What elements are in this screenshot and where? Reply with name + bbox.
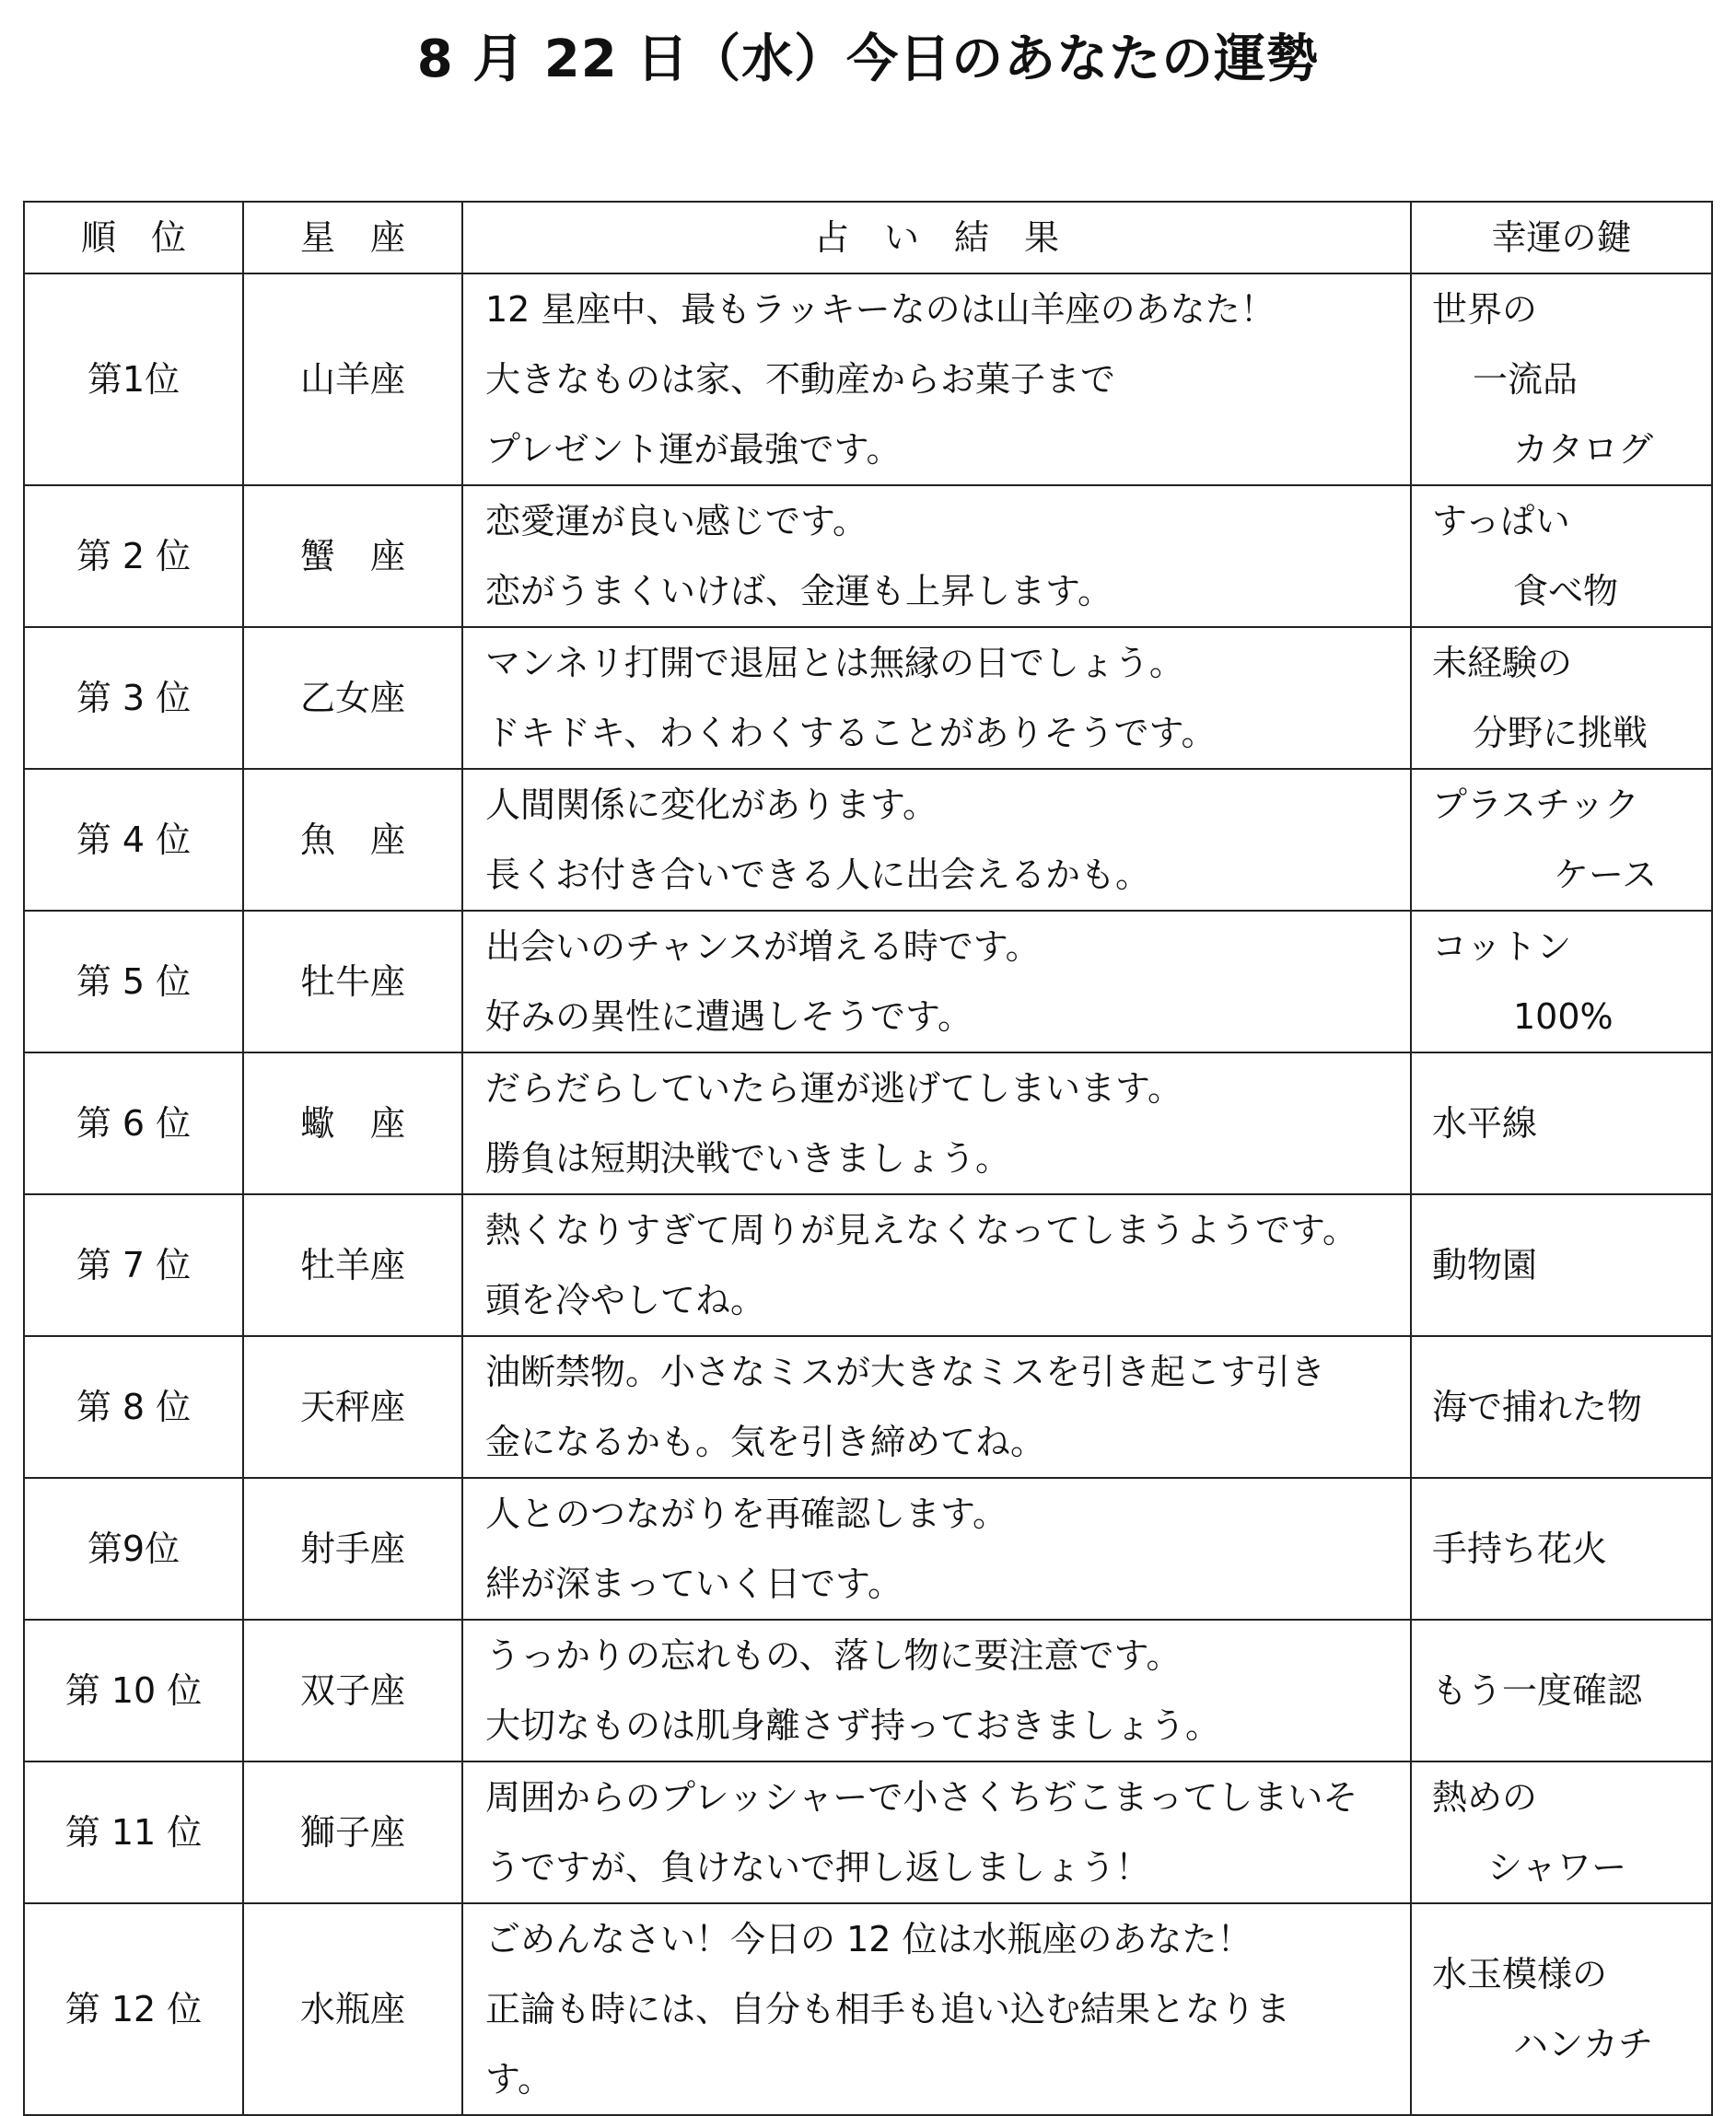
rank-cell: 第 7 位	[24, 1194, 243, 1336]
result-line: うっかりの忘れもの、落し物に要注意です。	[485, 1635, 1182, 1676]
lucky-key-cell	[1411, 627, 1712, 769]
rank-cell: 第1位	[24, 273, 243, 485]
lucky-key-cell	[1411, 1194, 1712, 1336]
lucky-key-cell	[1411, 273, 1712, 485]
sign-cell: 天秤座	[243, 1336, 462, 1478]
sign-cell: 双子座	[243, 1620, 462, 1761]
result-line: 油断禁物。小さなミスが大きなミスを引き起こす引き	[485, 1352, 1326, 1392]
rank-cell: 第 8 位	[24, 1336, 243, 1478]
lucky-key-line: 世界の	[1432, 289, 1538, 330]
result-line: す。	[485, 2059, 553, 2099]
result-line: 絆が深まっていく日です。	[485, 1564, 903, 1604]
lucky-key-line: 分野に挑戦	[1473, 713, 1649, 753]
rank-cell: 第 3 位	[24, 627, 243, 769]
rank-cell: 第 5 位	[24, 911, 243, 1052]
rank-cell: 第9位	[24, 1478, 243, 1620]
result-line: 熱くなりすぎて周りが見えなくなってしまうようです。	[485, 1210, 1357, 1250]
lucky-key-line: ケース	[1554, 855, 1658, 895]
lucky-key-line: 食べ物	[1513, 571, 1619, 611]
result-line: 人間関係に変化があります。	[485, 785, 938, 825]
lucky-key-line: ハンカチ	[1513, 2024, 1654, 2064]
result-cell	[462, 1620, 1411, 1761]
lucky-key-line: もう一度確認	[1432, 1670, 1643, 1711]
result-line: 恋愛運が良い感じです。	[485, 501, 868, 541]
rank-cell: 第 11 位	[24, 1761, 243, 1903]
table-row	[24, 1761, 1712, 1903]
result-line: 恋がうまくいけば、金運も上昇します。	[485, 571, 1113, 611]
lucky-key-cell	[1411, 1620, 1712, 1761]
table-row	[24, 1903, 1712, 2115]
result-line: 正論も時には、自分も相手も追い込む結果となりま	[485, 1989, 1291, 2029]
result-cell	[462, 1478, 1411, 1620]
table-row	[24, 911, 1712, 1052]
lucky-key-line: カタログ	[1513, 429, 1654, 470]
sign-cell: 蟹 座	[243, 485, 462, 627]
result-line: うですが、負けないで押し返しましょう！	[485, 1847, 1151, 1888]
lucky-key-line: 手持ち花火	[1432, 1529, 1608, 1569]
lucky-key-cell	[1411, 1478, 1712, 1620]
table-row	[24, 273, 1712, 485]
header-result: 占 い 結 果	[462, 202, 1411, 273]
lucky-key-line: 熱めの	[1432, 1777, 1538, 1818]
header-sign: 星 座	[243, 202, 462, 273]
header-rank: 順 位	[24, 202, 243, 273]
result-cell	[462, 1761, 1411, 1903]
lucky-key-line: 未経験の	[1432, 643, 1573, 683]
table-row	[24, 627, 1712, 769]
table-row	[24, 1336, 1712, 1478]
table-header-row	[24, 202, 1712, 273]
sign-cell: 魚 座	[243, 769, 462, 911]
table-row	[24, 1052, 1712, 1194]
result-cell	[462, 1336, 1411, 1478]
sign-cell: 牡牛座	[243, 911, 462, 1052]
result-line: ごめんなさい！今日の 12 位は水瓶座のあなた！	[485, 1919, 1252, 1959]
table-row	[24, 1620, 1712, 1761]
result-line: 大きなものは家、不動産からお菓子まで	[485, 359, 1116, 400]
result-line: 出会いのチャンスが増える時です。	[485, 926, 1041, 967]
lucky-key-line: シャワー	[1487, 1847, 1627, 1888]
result-cell	[462, 769, 1411, 911]
result-line: 好みの異性に遭遇しそうです。	[485, 996, 973, 1037]
result-line: ドキドキ、わくわくすることがありそうです。	[485, 713, 1217, 753]
lucky-key-cell	[1411, 485, 1712, 627]
lucky-key-line: 水平線	[1432, 1103, 1538, 1144]
lucky-key-line: 一流品	[1473, 359, 1579, 400]
sign-cell: 蠍 座	[243, 1052, 462, 1194]
result-cell	[462, 485, 1411, 627]
result-cell	[462, 1194, 1411, 1336]
lucky-key-line: 100%	[1513, 996, 1614, 1037]
lucky-key-cell	[1411, 1052, 1712, 1194]
page-title: 8 月 22 日（水）今日のあなたの運勢	[416, 29, 1320, 89]
lucky-key-line: すっぱい	[1432, 501, 1570, 541]
rank-cell: 第 12 位	[24, 1903, 243, 2115]
sign-cell: 水瓶座	[243, 1903, 462, 2115]
sign-cell: 乙女座	[243, 627, 462, 769]
fortune-table	[23, 201, 1713, 2116]
result-cell	[462, 1052, 1411, 1194]
lucky-key-cell	[1411, 911, 1712, 1052]
result-line: 大切なものは肌身離さず持っておきましょう。	[485, 1705, 1221, 1746]
result-line: 12 星座中、最もラッキーなのは山羊座のあなた！	[485, 289, 1276, 330]
header-key: 幸運の鍵	[1411, 202, 1712, 273]
lucky-key-line: 海で捕れた物	[1432, 1387, 1643, 1427]
table-row	[24, 1478, 1712, 1620]
sign-cell: 射手座	[243, 1478, 462, 1620]
result-line: 勝負は短期決戦でいきましょう。	[485, 1138, 1011, 1179]
lucky-key-cell	[1411, 769, 1712, 911]
result-line: 長くお付き合いできる人に出会えるかも。	[485, 855, 1151, 895]
result-line: だらだらしていたら運が逃げてしまいます。	[485, 1068, 1183, 1109]
sign-cell: 山羊座	[243, 273, 462, 485]
lucky-key-line: 水玉模様の	[1432, 1954, 1608, 1994]
result-line: 周囲からのプレッシャーで小さくちぢこまってしまいそ	[485, 1777, 1358, 1818]
result-cell	[462, 627, 1411, 769]
result-line: 人とのつながりを再確認します。	[485, 1494, 1008, 1534]
lucky-key-line: プラスチック	[1432, 785, 1639, 825]
result-cell	[462, 1903, 1411, 2115]
lucky-key-line: 動物園	[1432, 1245, 1538, 1285]
lucky-key-cell	[1411, 1903, 1712, 2115]
result-line: プレゼント運が最強です。	[485, 429, 902, 470]
lucky-key-cell	[1411, 1336, 1712, 1478]
result-cell	[462, 911, 1411, 1052]
table-body	[24, 273, 1712, 2115]
lucky-key-cell	[1411, 1761, 1712, 1903]
rank-cell: 第 10 位	[24, 1620, 243, 1761]
rank-cell: 第 4 位	[24, 769, 243, 911]
rank-cell: 第 6 位	[24, 1052, 243, 1194]
result-cell	[462, 273, 1411, 485]
table-row	[24, 485, 1712, 627]
sign-cell: 牡羊座	[243, 1194, 462, 1336]
table-row	[24, 1194, 1712, 1336]
result-line: 金になるかも。気を引き締めてね。	[485, 1422, 1046, 1462]
sign-cell: 獅子座	[243, 1761, 462, 1903]
lucky-key-line: コットン	[1432, 926, 1572, 967]
result-line: マンネリ打開で退屈とは無縁の日でしょう。	[485, 643, 1184, 683]
rank-cell: 第 2 位	[24, 485, 243, 627]
table-row	[24, 769, 1712, 911]
result-line: 頭を冷やしてね。	[485, 1280, 766, 1320]
